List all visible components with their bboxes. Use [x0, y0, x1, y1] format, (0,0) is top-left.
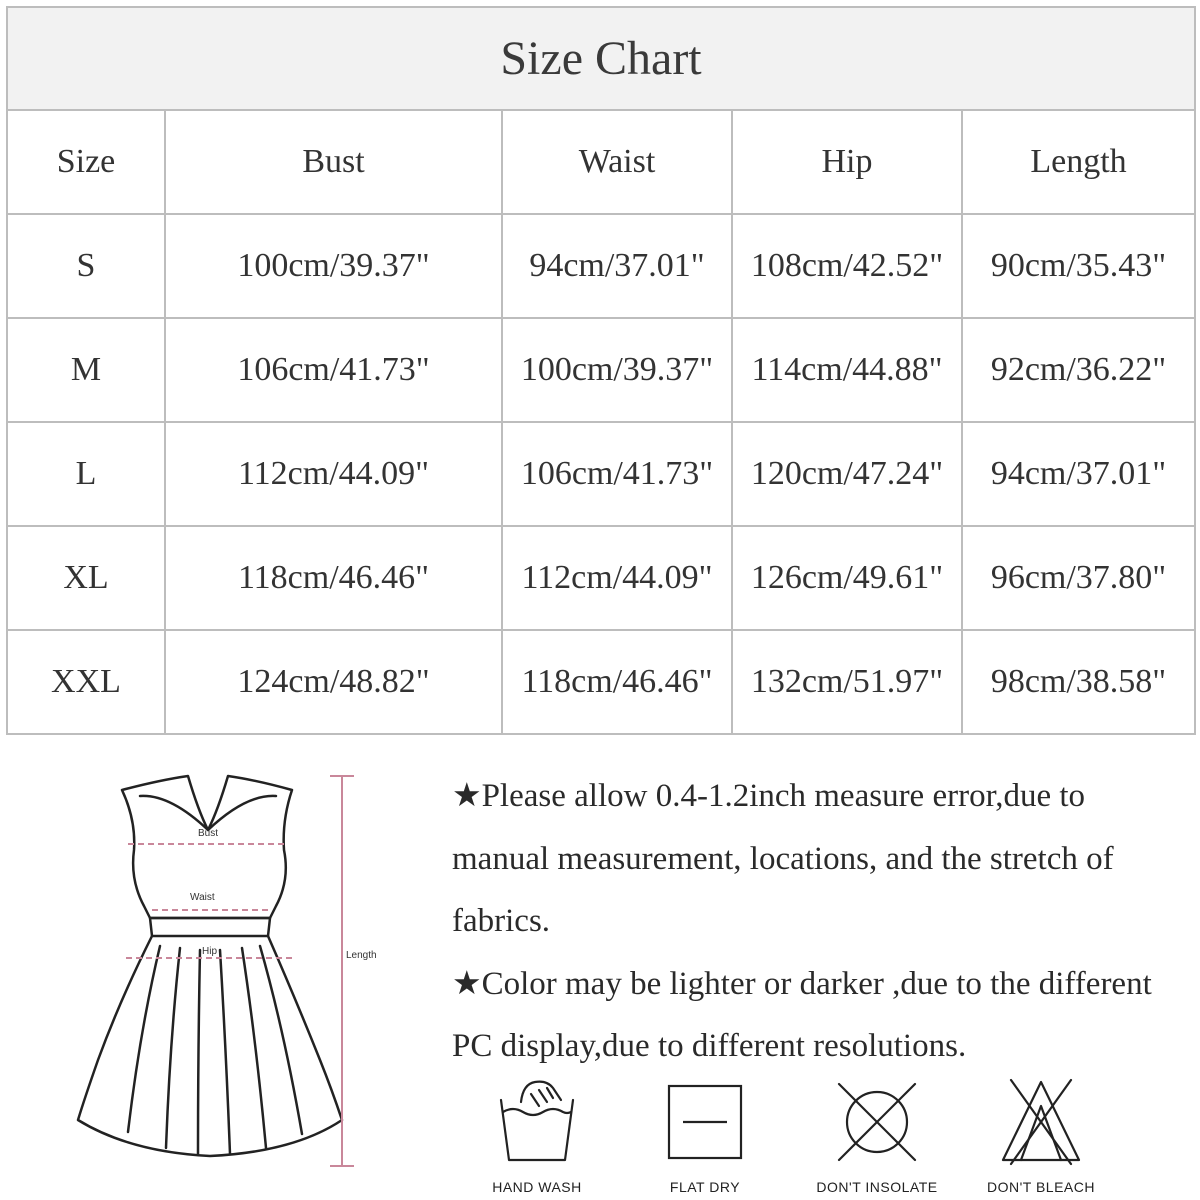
waist-cell: 106cm/41.73"	[502, 422, 732, 526]
length-cell: 96cm/37.80"	[962, 526, 1195, 630]
bust-cell: 112cm/44.09"	[165, 422, 502, 526]
size-cell: XL	[7, 526, 165, 630]
dont-bleach-icon	[991, 1072, 1091, 1172]
waist-cell: 100cm/39.37"	[502, 318, 732, 422]
size-cell: S	[7, 214, 165, 318]
care-dont-insolate	[802, 1072, 952, 1197]
length-label: Length	[346, 950, 377, 961]
bust-cell: 106cm/41.73"	[165, 318, 502, 422]
note-color: ★Color may be lighter or darker ,due to the different PC display,due to different resolutions.	[452, 965, 1152, 1064]
length-cell: 94cm/37.01"	[962, 422, 1195, 526]
waist-cell: 94cm/37.01"	[502, 214, 732, 318]
notes-section	[452, 765, 1182, 1078]
hip-cell: 120cm/47.24"	[732, 422, 962, 526]
length-cell: 90cm/35.43"	[962, 214, 1195, 318]
table-row	[7, 630, 1195, 734]
header-bust: Bust	[165, 110, 502, 214]
size-cell: XXL	[7, 630, 165, 734]
table-row	[7, 318, 1195, 422]
hip-cell: 126cm/49.61"	[732, 526, 962, 630]
hand-wash-icon	[487, 1072, 587, 1172]
flat-dry-icon	[655, 1072, 755, 1172]
size-cell: L	[7, 422, 165, 526]
hand-wash-label: HAND WASH	[492, 1179, 582, 1195]
dont-insolate-icon	[827, 1072, 927, 1172]
header-hip: Hip	[732, 110, 962, 214]
bust-cell: 124cm/48.82"	[165, 630, 502, 734]
table-row	[7, 526, 1195, 630]
hip-label: Hip	[202, 946, 218, 957]
waist-cell: 118cm/46.46"	[502, 630, 732, 734]
care-hand-wash	[462, 1072, 612, 1197]
waist-label: Waist	[190, 892, 215, 903]
care-dont-bleach	[966, 1072, 1116, 1197]
hip-cell: 114cm/44.88"	[732, 318, 962, 422]
size-cell: M	[7, 318, 165, 422]
care-flat-dry	[630, 1072, 780, 1197]
dont-insolate-label: DON'T INSOLATE	[816, 1179, 938, 1195]
bust-label: Bust	[198, 828, 219, 839]
note-measure-error: ★Please allow 0.4-1.2inch measure error,due to manual measurement, locations, and the stretch of fabrics.	[452, 778, 1114, 939]
length-cell: 98cm/38.58"	[962, 630, 1195, 734]
hip-cell: 132cm/51.97"	[732, 630, 962, 734]
flat-dry-label: FLAT DRY	[669, 1179, 741, 1195]
dont-bleach-label: DON'T BLEACH	[987, 1179, 1095, 1195]
bust-cell: 100cm/39.37"	[165, 214, 502, 318]
table-row	[7, 214, 1195, 318]
bust-cell: 118cm/46.46"	[165, 526, 502, 630]
waist-cell: 112cm/44.09"	[502, 526, 732, 630]
dress-diagram	[70, 760, 420, 1180]
hip-cell: 108cm/42.52"	[732, 214, 962, 318]
size-chart-title: Size Chart	[7, 7, 1195, 110]
header-waist: Waist	[502, 110, 732, 214]
length-cell: 92cm/36.22"	[962, 318, 1195, 422]
size-chart-table	[6, 6, 1196, 735]
header-length: Length	[962, 110, 1195, 214]
header-size: Size	[7, 110, 165, 214]
table-row	[7, 422, 1195, 526]
table-header-row	[7, 110, 1195, 214]
